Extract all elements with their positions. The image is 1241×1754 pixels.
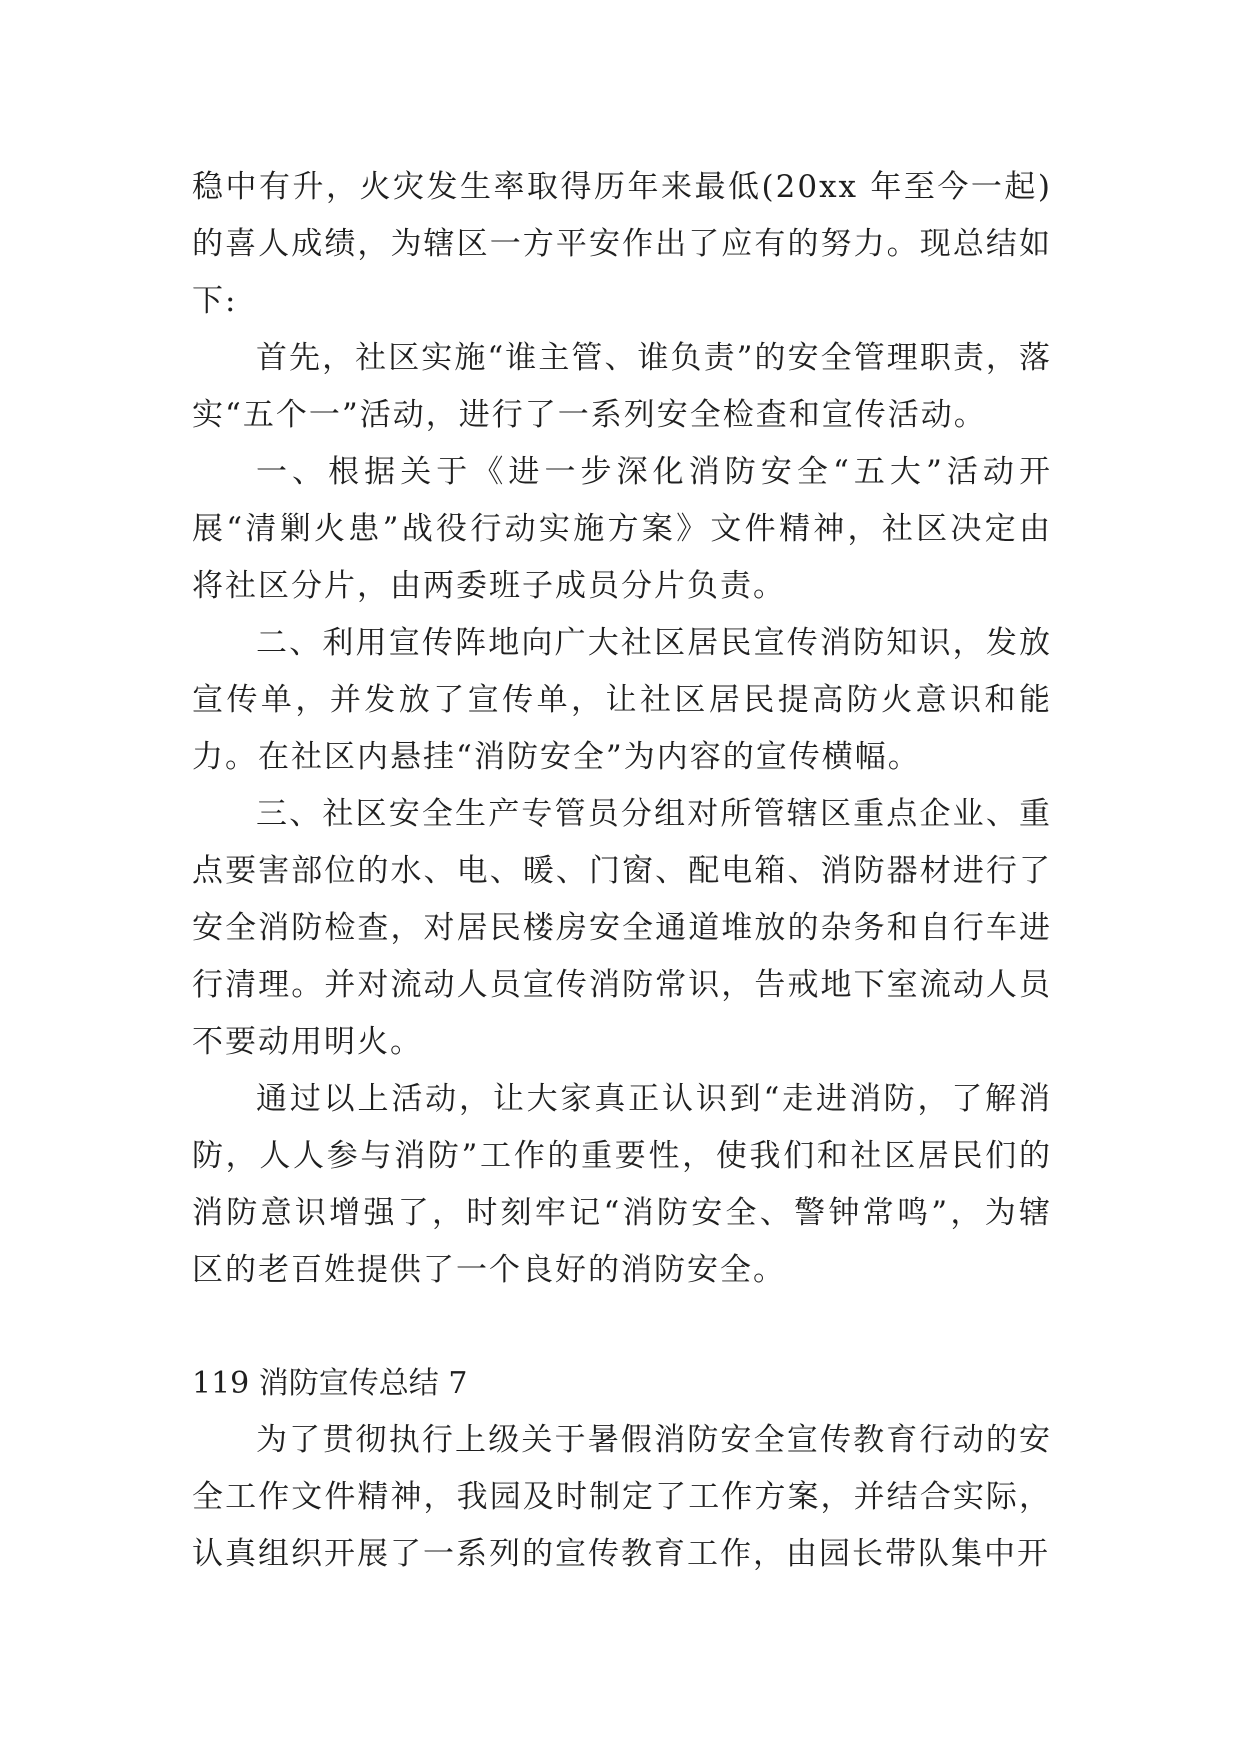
paragraph-item-one: 一、根据关于《进一步深化消防安全“五大”活动开展“清剿火患”战役行动实施方案》文件精神，社区决定由将社区分片，由两委班子成员分片负责。 [192, 454, 1052, 604]
paragraph-continuation: 稳中有升，火灾发生率取得历年来最低(20xx 年至今一起)的喜人成绩，为辖区一方平安作出了应有的努力。现总结如下: [192, 169, 1052, 319]
paragraph-conclusion: 通过以上活动，让大家真正认识到“走进消防，了解消防，人人参与消防”工作的重要性，使我们和社区居民们的消防意识增强了，时刻牢记“消防安全、警钟常鸣”，为辖区的老百姓提供了一个良好的消防安全。 [192, 1081, 1052, 1288]
section-heading: 119 消防宣传总结 7 [192, 1366, 468, 1401]
paragraph-item-three: 三、社区安全生产专管员分组对所管辖区重点企业、重点要害部位的水、电、暖、门窗、配电箱、消防器材进行了安全消防检查，对居民楼房安全通道堆放的杂务和自行车进行清理。并对流动人员宣传消防常识，告戒地下室流动人员不要动用明火。 [192, 796, 1052, 1060]
paragraph-intro: 首先，社区实施“谁主管、谁负责”的安全管理职责，落实“五个一”活动，进行了一系列安全检查和宣传活动。 [192, 340, 1052, 433]
paragraph-section-intro: 为了贯彻执行上级关于暑假消防安全宣传教育行动的安全工作文件精神，我园及时制定了工作方案，并结合实际，认真组织开展了一系列的宣传教育工作，由园长带队集中开 [192, 1422, 1052, 1572]
document-body [192, 159, 1052, 1583]
paragraph-item-two: 二、利用宣传阵地向广大社区居民宣传消防知识，发放宣传单，并发放了宣传单，让社区居民提高防火意识和能力。在社区内悬挂“消防安全”为内容的宣传横幅。 [192, 625, 1052, 775]
